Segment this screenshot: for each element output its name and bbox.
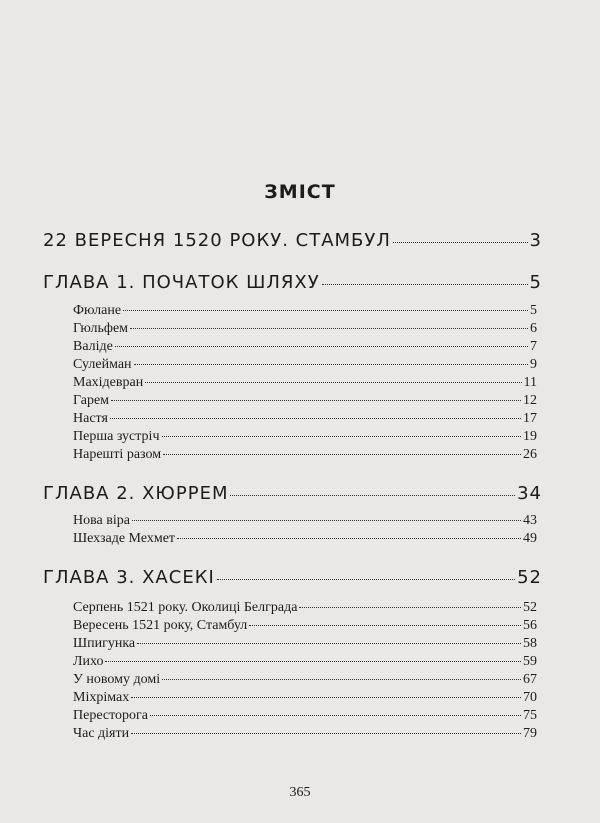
toc-section-label: Шехзаде Мехмет [73, 531, 176, 546]
toc-section[interactable] [73, 321, 537, 337]
toc-chapter-page: 34 [517, 483, 542, 504]
toc-section[interactable] [73, 513, 537, 529]
leader-dots [115, 345, 528, 347]
leader-dots [137, 642, 521, 644]
leader-dots [105, 660, 521, 662]
leader-dots [131, 696, 521, 698]
toc-section-label: Гарем [73, 393, 110, 408]
toc-chapter-3[interactable] [43, 567, 542, 588]
leader-dots [177, 537, 521, 539]
leader-dots [299, 606, 521, 608]
leader-dots [150, 714, 521, 716]
leader-dots [134, 363, 528, 365]
toc-section-label: Вересень 1521 року, Стамбул [73, 618, 248, 633]
toc-section-page: 11 [523, 375, 537, 390]
leader-dots [249, 624, 521, 626]
toc-chapter-page: 52 [517, 567, 542, 588]
toc-chapter-page: 5 [529, 272, 542, 293]
toc-section-page: 49 [523, 531, 537, 546]
toc-chapter-2[interactable] [43, 483, 542, 504]
toc-section[interactable] [73, 303, 537, 319]
toc-section-page: 7 [530, 339, 537, 354]
toc-chapter-label: ГЛАВА 3. ХАСЕКІ [43, 567, 215, 588]
leader-dots [130, 327, 528, 329]
leader-dots [132, 519, 521, 521]
leader-dots [131, 732, 521, 734]
toc-section[interactable] [73, 429, 537, 445]
toc-section-page: 12 [523, 393, 537, 408]
toc-section-page: 6 [530, 321, 537, 336]
toc-section-page: 58 [523, 636, 537, 651]
toc-section[interactable] [73, 618, 537, 634]
toc-section[interactable] [73, 411, 537, 427]
toc-section-page: 59 [523, 654, 537, 669]
leader-dots [111, 399, 521, 401]
toc-section-page: 75 [523, 708, 537, 723]
toc-chapter-1[interactable] [43, 272, 542, 293]
leader-dots [322, 283, 528, 285]
toc-section[interactable] [73, 393, 537, 409]
toc-section[interactable] [73, 726, 537, 742]
toc-section-label: У новому домі [73, 672, 161, 687]
toc-chapter-label: ГЛАВА 2. ХЮРРЕМ [43, 483, 229, 504]
leader-dots [110, 417, 521, 419]
toc-section[interactable] [73, 357, 537, 373]
toc-section-label: Пересторога [73, 708, 148, 723]
toc-section[interactable] [73, 708, 537, 724]
leader-dots [217, 578, 515, 580]
toc-section-label: Шпигунка [73, 636, 136, 651]
toc-section-label: Валіде [73, 339, 113, 354]
leader-dots [145, 381, 521, 383]
leader-dots [162, 678, 521, 680]
toc-section-page: 17 [523, 411, 537, 426]
toc-section-label: Нарешті разом [73, 447, 162, 462]
leader-dots [230, 494, 515, 496]
leader-dots [393, 241, 528, 243]
toc-section-page: 43 [523, 513, 537, 528]
toc-section-page: 5 [530, 303, 537, 318]
toc-section[interactable] [73, 447, 537, 463]
toc-section-page: 67 [523, 672, 537, 687]
toc-section[interactable] [73, 531, 537, 547]
toc-chapter-label: ГЛАВА 1. ПОЧАТОК ШЛЯХУ [43, 272, 320, 293]
page-number: 365 [289, 785, 311, 800]
toc-section-label: Махідевран [73, 375, 144, 390]
toc-entry-page: 3 [529, 230, 542, 251]
toc-section-page: 52 [523, 600, 537, 615]
toc-section-label: Міхрімах [73, 690, 130, 705]
toc-section-page: 70 [523, 690, 537, 705]
toc-section[interactable] [73, 690, 537, 706]
toc-section-label: Час діяти [73, 726, 130, 741]
toc-section-label: Нова віра [73, 513, 130, 528]
toc-entry-label: 22 ВЕРЕСНЯ 1520 РОКУ. СТАМБУЛ [43, 230, 391, 251]
toc-section[interactable] [73, 654, 537, 670]
toc-section-page: 56 [523, 618, 537, 633]
toc-section-label: Гюльфем [73, 321, 129, 336]
toc-section-page: 26 [523, 447, 537, 462]
leader-dots [123, 309, 528, 311]
toc-section-page: 19 [523, 429, 537, 444]
toc-section[interactable] [73, 636, 537, 652]
toc-section[interactable] [73, 339, 537, 355]
toc-section-label: Сулейман [73, 357, 132, 372]
leader-dots [162, 435, 522, 437]
page-title: ЗМІСТ [264, 181, 336, 203]
toc-section-label: Лихо [73, 654, 104, 669]
toc-section[interactable] [73, 600, 537, 616]
toc-section-label: Фюлане [73, 303, 122, 318]
toc-entry-prologue[interactable] [43, 230, 542, 251]
toc-section[interactable] [73, 375, 537, 391]
leader-dots [163, 453, 521, 455]
toc-section[interactable] [73, 672, 537, 688]
toc-section-page: 9 [530, 357, 537, 372]
toc-section-label: Настя [73, 411, 108, 426]
toc-section-label: Перша зустріч [73, 429, 160, 444]
toc-section-page: 79 [523, 726, 537, 741]
toc-section-label: Серпень 1521 року. Околиці Белграда [73, 600, 298, 615]
